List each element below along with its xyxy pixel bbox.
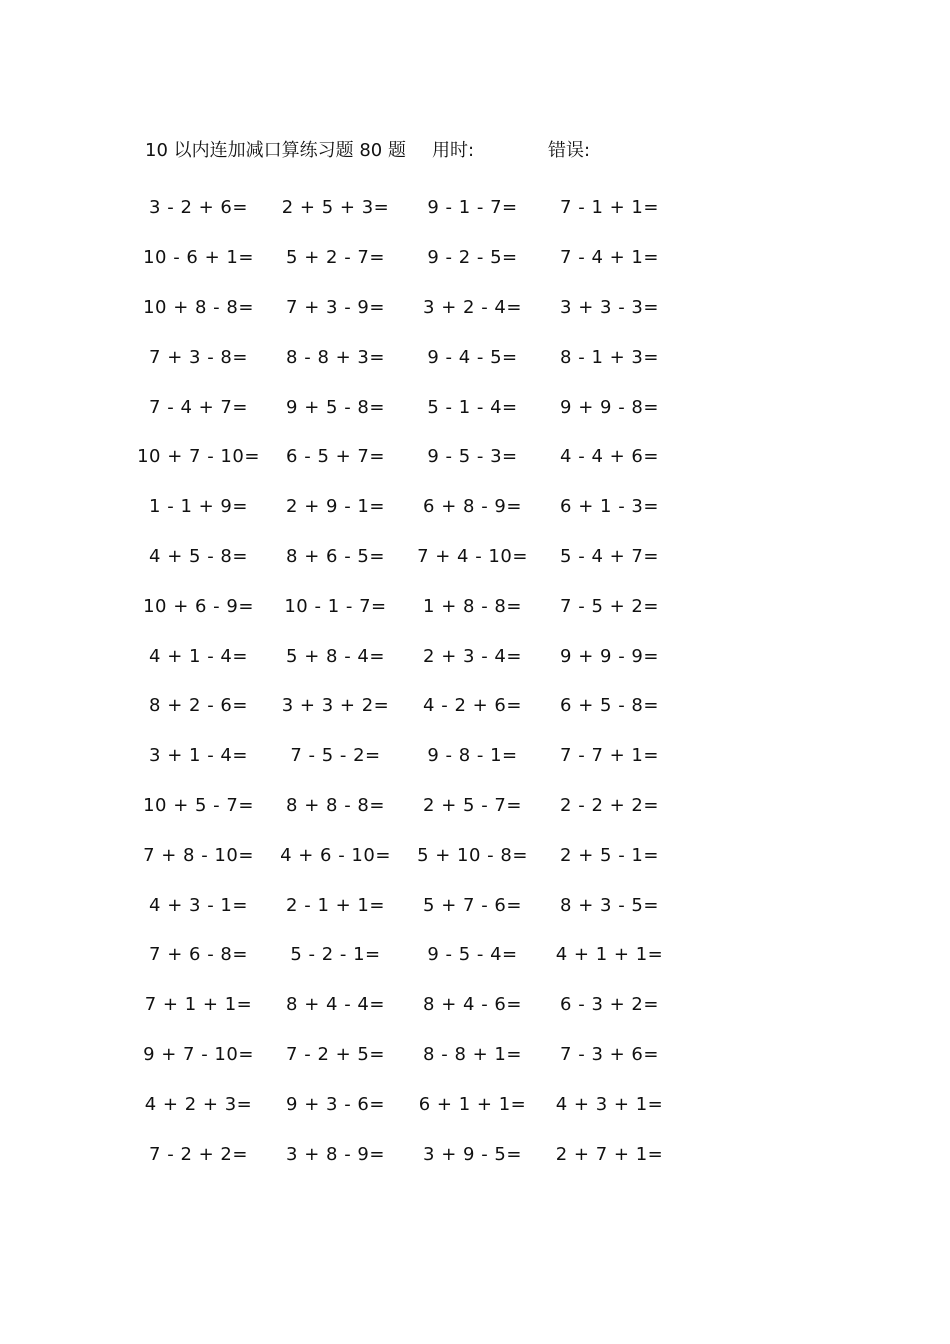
problem-row	[130, 1079, 690, 1129]
problem-row	[130, 781, 690, 831]
arithmetic-problem: 3 + 1 - 4=	[149, 745, 248, 767]
arithmetic-problem: 6 - 5 + 7=	[286, 446, 385, 468]
arithmetic-problem: 9 + 5 - 8=	[286, 396, 385, 418]
arithmetic-problem: 7 - 1 + 1=	[560, 197, 659, 219]
arithmetic-problem: 4 - 2 + 6=	[423, 695, 522, 717]
arithmetic-problem: 8 + 6 - 5=	[286, 545, 385, 567]
arithmetic-problem: 1 - 1 + 9=	[149, 496, 248, 518]
arithmetic-problem: 10 + 8 - 8=	[143, 296, 254, 318]
arithmetic-problem: 9 - 5 - 3=	[427, 446, 518, 468]
arithmetic-problem: 3 + 9 - 5=	[423, 1143, 522, 1165]
worksheet-title: 10 以内连加减口算练习题 80 题	[145, 140, 406, 161]
problem-row	[130, 283, 690, 333]
arithmetic-problem: 4 + 1 + 1=	[555, 944, 664, 966]
arithmetic-problem: 4 + 2 + 3=	[144, 1093, 253, 1115]
problem-row	[130, 432, 690, 482]
arithmetic-problem: 10 + 5 - 7=	[143, 794, 254, 816]
arithmetic-problem: 6 + 8 - 9=	[423, 496, 522, 518]
arithmetic-problem: 7 + 6 - 8=	[149, 944, 248, 966]
arithmetic-problem: 7 - 4 + 7=	[149, 396, 248, 418]
arithmetic-problem: 9 + 9 - 9=	[560, 645, 659, 667]
arithmetic-problem: 4 + 5 - 8=	[149, 545, 248, 567]
problem-row	[130, 980, 690, 1030]
problem-row	[130, 631, 690, 681]
arithmetic-problem: 7 - 2 + 2=	[149, 1143, 248, 1165]
arithmetic-problem: 9 - 5 - 4=	[427, 944, 518, 966]
arithmetic-problem: 7 + 4 - 10=	[417, 545, 528, 567]
arithmetic-problem: 4 + 1 - 4=	[149, 645, 248, 667]
arithmetic-problem: 7 - 3 + 6=	[560, 1043, 659, 1065]
arithmetic-problem: 3 + 3 - 3=	[560, 296, 659, 318]
problem-row	[130, 183, 690, 233]
problem-row	[130, 382, 690, 432]
arithmetic-problem: 5 - 4 + 7=	[560, 545, 659, 567]
problem-row	[130, 482, 690, 532]
arithmetic-problem: 9 - 8 - 1=	[427, 745, 518, 767]
arithmetic-problem: 10 + 6 - 9=	[143, 595, 254, 617]
arithmetic-problem: 2 + 9 - 1=	[286, 496, 385, 518]
arithmetic-problem: 6 + 1 - 3=	[560, 496, 659, 518]
arithmetic-problem: 4 + 6 - 10=	[280, 844, 391, 866]
arithmetic-problem: 2 - 1 + 1=	[286, 894, 385, 916]
arithmetic-problem: 7 - 2 + 5=	[286, 1043, 385, 1065]
arithmetic-problem: 9 - 4 - 5=	[427, 346, 518, 368]
arithmetic-problem: 3 - 2 + 6=	[149, 197, 248, 219]
arithmetic-problem: 9 - 2 - 5=	[427, 247, 518, 269]
arithmetic-problem: 2 + 5 - 1=	[560, 844, 659, 866]
arithmetic-problem: 3 + 2 - 4=	[423, 296, 522, 318]
arithmetic-problem: 7 - 5 - 2=	[290, 745, 381, 767]
arithmetic-problem: 7 + 3 - 8=	[149, 346, 248, 368]
arithmetic-problem: 6 - 3 + 2=	[560, 994, 659, 1016]
arithmetic-problem: 2 + 3 - 4=	[423, 645, 522, 667]
arithmetic-problem: 6 + 1 + 1=	[418, 1093, 527, 1115]
arithmetic-problem: 9 + 3 - 6=	[286, 1093, 385, 1115]
problem-row	[130, 581, 690, 631]
problem-row	[130, 830, 690, 880]
problem-row	[130, 233, 690, 283]
arithmetic-problem: 2 + 7 + 1=	[555, 1143, 664, 1165]
problem-row	[130, 1030, 690, 1080]
arithmetic-problem: 10 + 7 - 10=	[137, 446, 260, 468]
arithmetic-problem: 2 + 5 - 7=	[423, 794, 522, 816]
problem-row	[130, 1129, 690, 1179]
problem-grid	[130, 183, 690, 1179]
arithmetic-problem: 4 + 3 - 1=	[149, 894, 248, 916]
arithmetic-problem: 9 + 7 - 10=	[143, 1043, 254, 1065]
arithmetic-problem: 5 + 2 - 7=	[286, 247, 385, 269]
arithmetic-problem: 5 - 2 - 1=	[290, 944, 381, 966]
arithmetic-problem: 5 - 1 - 4=	[427, 396, 518, 418]
arithmetic-problem: 10 - 6 + 1=	[143, 247, 254, 269]
error-count-label: 错误:	[548, 140, 591, 161]
problem-row	[130, 731, 690, 781]
arithmetic-problem: 8 + 8 - 8=	[286, 794, 385, 816]
arithmetic-problem: 5 + 7 - 6=	[423, 894, 522, 916]
arithmetic-problem: 5 + 10 - 8=	[417, 844, 528, 866]
arithmetic-problem: 2 + 5 + 3=	[281, 197, 390, 219]
arithmetic-problem: 1 + 8 - 8=	[423, 595, 522, 617]
problem-row	[130, 880, 690, 930]
arithmetic-problem: 9 + 9 - 8=	[560, 396, 659, 418]
arithmetic-problem: 8 - 1 + 3=	[560, 346, 659, 368]
arithmetic-problem: 5 + 8 - 4=	[286, 645, 385, 667]
arithmetic-problem: 7 - 7 + 1=	[560, 745, 659, 767]
arithmetic-problem: 8 + 4 - 6=	[423, 994, 522, 1016]
time-used-label: 用时:	[432, 140, 475, 161]
arithmetic-problem: 2 - 2 + 2=	[560, 794, 659, 816]
arithmetic-problem: 6 + 5 - 8=	[560, 695, 659, 717]
arithmetic-problem: 10 - 1 - 7=	[284, 595, 387, 617]
arithmetic-problem: 8 + 2 - 6=	[149, 695, 248, 717]
arithmetic-problem: 7 + 1 + 1=	[144, 994, 253, 1016]
problem-row	[130, 681, 690, 731]
arithmetic-problem: 9 - 1 - 7=	[427, 197, 518, 219]
arithmetic-problem: 8 - 8 + 3=	[286, 346, 385, 368]
arithmetic-problem: 3 + 8 - 9=	[286, 1143, 385, 1165]
problem-row	[130, 332, 690, 382]
arithmetic-problem: 7 - 5 + 2=	[560, 595, 659, 617]
arithmetic-problem: 4 - 4 + 6=	[560, 446, 659, 468]
arithmetic-problem: 7 + 3 - 9=	[286, 296, 385, 318]
arithmetic-problem: 7 - 4 + 1=	[560, 247, 659, 269]
problem-row	[130, 930, 690, 980]
problem-row	[130, 532, 690, 582]
arithmetic-problem: 7 + 8 - 10=	[143, 844, 254, 866]
arithmetic-problem: 8 + 4 - 4=	[286, 994, 385, 1016]
arithmetic-problem: 3 + 3 + 2=	[281, 695, 390, 717]
arithmetic-problem: 4 + 3 + 1=	[555, 1093, 664, 1115]
arithmetic-problem: 8 + 3 - 5=	[560, 894, 659, 916]
arithmetic-problem: 8 - 8 + 1=	[423, 1043, 522, 1065]
